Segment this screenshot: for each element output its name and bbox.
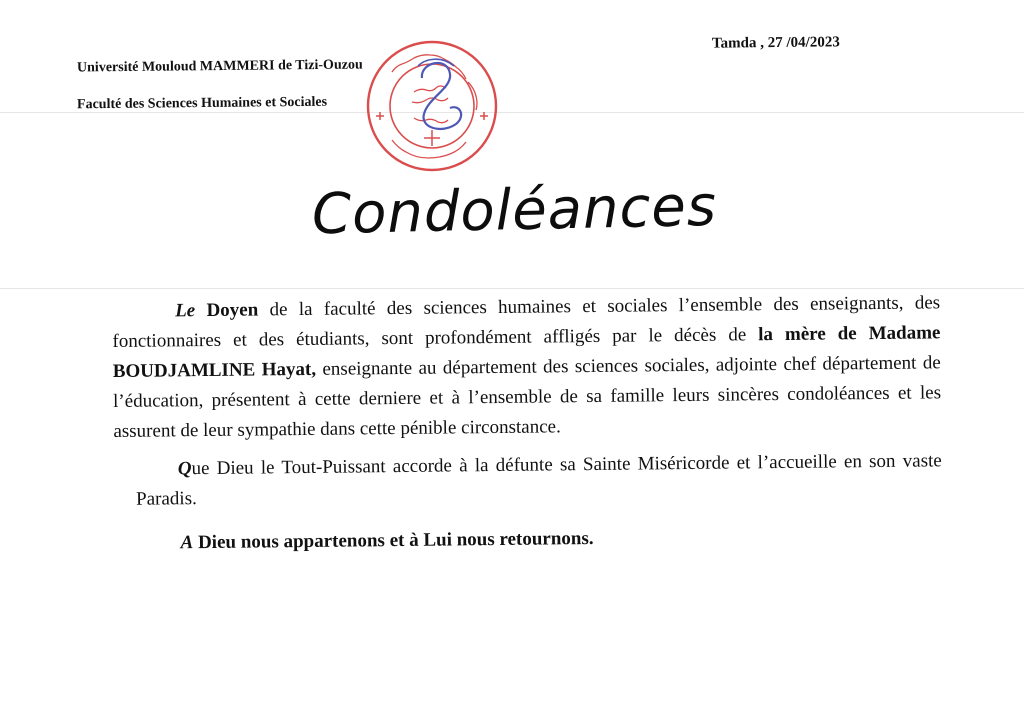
paragraph-prayer — [114, 446, 943, 515]
stamp-seal-icon — [362, 36, 502, 176]
paragraph-text: ue Dieu le Tout-Puissant accorde à la défunte sa Sainte Miséricorde et l’accueille en son vaste Paradis. — [136, 450, 942, 510]
le-word: Le — [175, 300, 196, 322]
official-stamp — [362, 36, 502, 176]
paragraph-text: de la faculté des sciences humaines et sociales l’ensemble des enseignants, des fonctionnaires et des étudiants, sont profondément affligés par le décès de — [112, 292, 941, 352]
paragraph-text: Dieu nous appartenons et à Lui nous retournons. — [193, 527, 594, 554]
document-title: Condoléances — [311, 173, 718, 248]
doyen-word: Doyen — [206, 299, 259, 322]
condolence-body — [112, 288, 943, 559]
paragraph-text: enseignante au département des sciences sociales, adjointe chef département de l’éducation, présentent à cette derniere et à l’ensemble de sa famille leurs sincères condoléances et les assurent de leur sympathie dans cette pénible circonstance. — [112, 352, 942, 442]
dropcap-a: A — [180, 532, 194, 554]
paragraph-condolence — [112, 288, 942, 447]
university-name: Université Mouloud MAMMERI de Tizi-Ouzou — [76, 57, 363, 76]
dropcap-q: Q — [177, 458, 192, 480]
document-date: Tamda , 27 /04/2023 — [711, 34, 840, 52]
deceased-mention: la mère de Madame BOUDJAMLINE Hayat, — [112, 322, 941, 382]
paragraph-closing — [114, 520, 942, 559]
faculty-name: Faculté des Sciences Humaines et Sociales — [76, 94, 328, 113]
